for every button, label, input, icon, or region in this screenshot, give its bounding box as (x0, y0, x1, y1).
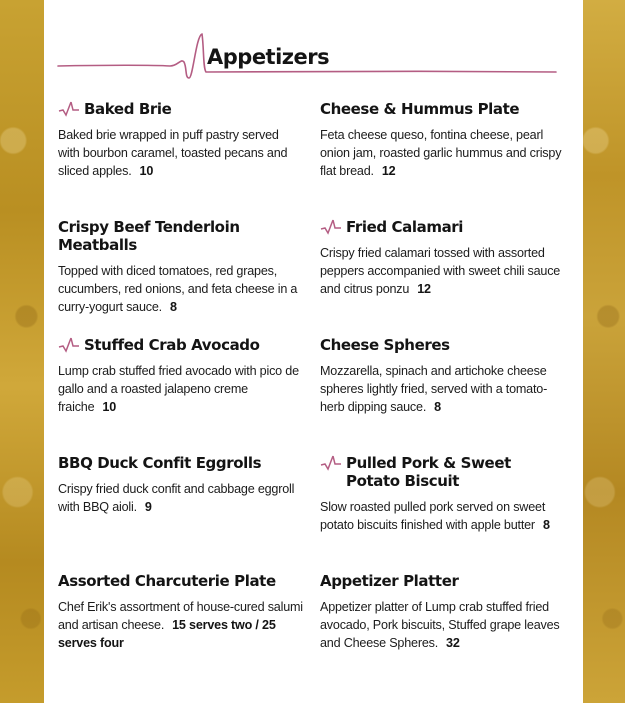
chef-pick-check-icon (58, 337, 80, 353)
right-gold-background (583, 0, 625, 703)
item-description: Topped with diced tomatoes, red grapes, cucumbers, red onions, and feta cheese in a curry-yogurt sauce. (58, 264, 298, 314)
chef-pick-check-icon (58, 101, 80, 117)
left-gold-background (0, 0, 44, 703)
menu-item-cheese-hummus-plate (320, 100, 565, 180)
item-price: 8 (542, 518, 550, 532)
item-price: 8 (434, 400, 441, 414)
menu-item-charcuterie-plate (58, 572, 303, 652)
item-description: Crispy fried duck confit and cabbage eggroll with BBQ aioli. (58, 482, 295, 514)
menu-card (44, 0, 583, 703)
item-title: Baked Brie (84, 100, 172, 118)
item-price: 8 (170, 300, 177, 314)
item-price: 9 (144, 500, 152, 514)
menu-item-stuffed-crab-avocado (58, 336, 303, 416)
menu-item-beef-tenderloin-meatballs (58, 218, 303, 316)
item-price: 10 (102, 400, 117, 414)
item-price: 10 (139, 164, 154, 178)
item-description: Appetizer platter of Lump crab stuffed fried avocado, Pork biscuits, Stuffed grape leaves and Cheese Spheres. (320, 600, 560, 650)
item-price: 32 (446, 636, 460, 650)
item-title: Fried Calamari (346, 218, 464, 236)
item-title: BBQ Duck Confit Eggrolls (58, 454, 262, 472)
item-description: Baked brie wrapped in puff pastry served with bourbon caramel, toasted pecans and sliced apples. (58, 128, 288, 178)
item-title: Pulled Pork & Sweet Potato Biscuit (346, 454, 511, 490)
item-description: Slow roasted pulled pork served on sweet potato biscuits finished with apple butter (320, 500, 546, 532)
chef-pick-check-icon (320, 455, 342, 471)
item-title: Cheese & Hummus Plate (320, 100, 520, 118)
section-header (44, 28, 583, 88)
item-title: Cheese Spheres (320, 336, 450, 354)
item-description: Lump crab stuffed fried avocado with pico de gallo and a roasted jalapeno creme fraiche (58, 364, 299, 414)
menu-item-cheese-spheres (320, 336, 565, 416)
item-title: Crispy Beef Tenderloin Meatballs (58, 218, 240, 254)
item-title: Appetizer Platter (320, 572, 459, 590)
menu-item-baked-brie (58, 100, 303, 180)
chef-pick-check-icon (320, 219, 342, 235)
item-price: 12 (381, 164, 396, 178)
item-description: Chef Erik's assortment of house-cured salumi and artisan cheese. (58, 600, 303, 632)
menu-item-fried-calamari (320, 218, 565, 298)
menu-item-pulled-pork-biscuit (320, 454, 565, 534)
menu-item-bbq-duck-eggrolls (58, 454, 303, 516)
item-description: Mozzarella, spinach and artichoke cheese spheres lightly fried, served with a tomato- herb dipping sauce. (320, 364, 548, 414)
item-price: 12 (417, 282, 431, 296)
section-title: Appetizers (207, 45, 330, 69)
item-title: Assorted Charcuterie Plate (58, 572, 276, 590)
item-description: Crispy fried calamari tossed with assorted peppers accompanied with sweet chili sauce and citrus ponzu (320, 246, 561, 296)
menu-item-appetizer-platter (320, 572, 565, 652)
item-price: 15 serves two / 25 serves four (58, 618, 276, 650)
item-title: Stuffed Crab Avocado (84, 336, 260, 354)
item-description: Feta cheese queso, fontina cheese, pearl onion jam, roasted garlic hummus and crispy flat bread. (320, 128, 562, 178)
